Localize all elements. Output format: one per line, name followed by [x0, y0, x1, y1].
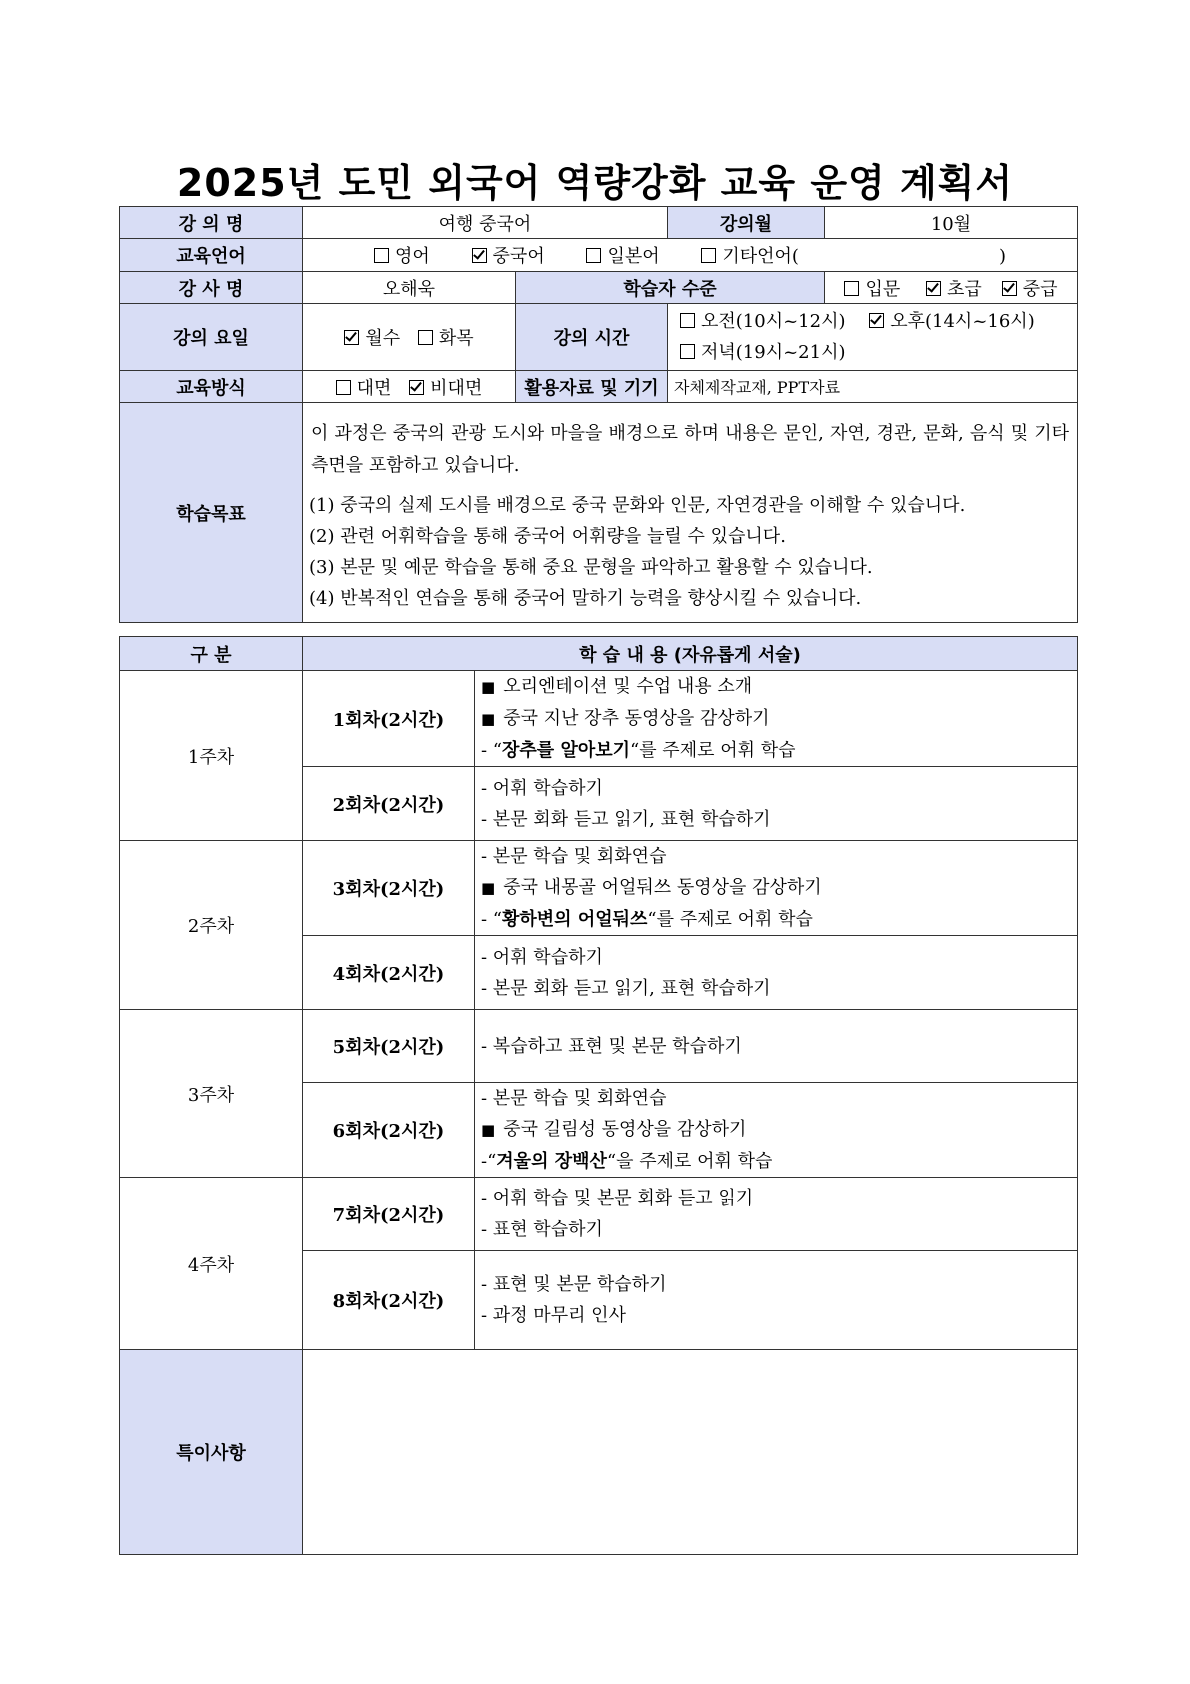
goal-label: 학습목표 — [120, 403, 303, 623]
instructor-value: 오해욱 — [303, 272, 516, 304]
list-item: - 본문 학습 및 회화연습 — [481, 1088, 667, 1109]
lecture-name-value: 여행 중국어 — [303, 207, 668, 239]
session-label: 5회차(2시간) — [303, 1010, 475, 1083]
materials-label: 활용자료 및 기기 — [516, 371, 668, 403]
goal-item: (1) 중국의 실제 도시를 배경으로 중국 문화와 인문, 자연경관을 이해할 수 있습니다. — [309, 494, 966, 516]
content-header: 학 습 내 용 (자유롭게 서술) — [303, 637, 1078, 671]
materials-value: 자체제작교재, PPT자료 — [668, 371, 1078, 403]
list-item: - “황하변의 어얼둬쓰“를 주제로 어휘 학습 — [481, 909, 813, 930]
session-label: 6회차(2시간) — [303, 1083, 475, 1178]
notes-content[interactable] — [303, 1350, 1078, 1555]
list-item: - 본문 학습 및 회화연습 — [481, 846, 667, 867]
division-header: 구 분 — [120, 637, 303, 671]
list-item: - 어휘 학습 및 본문 회화 듣고 읽기 — [481, 1188, 754, 1209]
goal-item: (2) 관련 어휘학습을 통해 중국어 어휘량을 늘릴 수 있습니다. — [309, 525, 786, 547]
session-content — [475, 1010, 1078, 1083]
lecture-name-label: 강 의 명 — [120, 207, 303, 239]
month-label: 강의월 — [668, 207, 825, 239]
month-value: 10월 — [825, 207, 1078, 239]
time-options — [668, 304, 1078, 371]
list-item: - 표현 학습하기 — [481, 1219, 603, 1240]
level-options — [825, 272, 1078, 304]
list-item: ■ 중국 지난 장추 동영상을 감상하기 — [481, 703, 1071, 735]
list-item: - 본문 회화 듣고 읽기, 표현 학습하기 — [481, 977, 771, 999]
lang-option-english[interactable]: 영어 — [374, 246, 430, 267]
goal-item: (3) 본문 및 예문 학습을 통해 중요 문형을 파악하고 활용할 수 있습니다. — [309, 556, 873, 578]
list-item: - 어휘 학습하기 — [481, 777, 603, 799]
session-content — [475, 1083, 1078, 1178]
method-option-online[interactable]: 비대면 — [409, 378, 482, 399]
week-label: 1주차 — [120, 671, 303, 841]
checkbox-checked-icon — [344, 330, 359, 345]
week-label: 2주차 — [120, 841, 303, 1010]
time-label: 강의 시간 — [516, 304, 668, 371]
language-label: 교육언어 — [120, 239, 303, 272]
page-title: 2025년 도민 외국어 역량강화 교육 운영 계획서 — [176, 161, 1014, 205]
time-option-morning[interactable]: 오전(10시~12시) — [680, 311, 846, 332]
checkbox-icon — [680, 344, 695, 359]
list-item: ■ 중국 길림성 동영상을 감상하기 — [481, 1114, 1071, 1146]
time-option-evening[interactable]: 저녁(19시~21시) — [680, 337, 1071, 368]
level-label: 학습자 수준 — [516, 272, 825, 304]
checkbox-icon — [336, 380, 351, 395]
session-label: 1회차(2시간) — [303, 671, 475, 767]
level-option-beginner[interactable]: 초급 — [926, 279, 982, 300]
week-label: 4주차 — [120, 1178, 303, 1350]
list-item: - 복습하고 표현 및 본문 학습하기 — [481, 1035, 742, 1057]
checkbox-icon — [418, 330, 433, 345]
session-content — [475, 841, 1078, 936]
session-label: 4회차(2시간) — [303, 936, 475, 1010]
level-option-intro[interactable]: 입문 — [844, 279, 900, 300]
checkbox-icon — [701, 248, 716, 263]
lang-option-japanese[interactable]: 일본어 — [586, 246, 659, 267]
checkbox-checked-icon — [869, 313, 884, 328]
instructor-label: 강 사 명 — [120, 272, 303, 304]
list-item: - 과정 마무리 인사 — [481, 1305, 626, 1326]
session-label: 3회차(2시간) — [303, 841, 475, 936]
language-options — [303, 239, 1078, 272]
method-option-offline[interactable]: 대면 — [336, 378, 392, 399]
list-item: - 어휘 학습하기 — [481, 946, 603, 968]
goal-content — [303, 403, 1078, 623]
session-label: 7회차(2시간) — [303, 1178, 475, 1251]
list-item: - 표현 및 본문 학습하기 — [481, 1274, 667, 1295]
schedule-table — [119, 636, 1078, 1555]
goal-item: (4) 반복적인 연습을 통해 중국어 말하기 능력을 향상시킬 수 있습니다. — [309, 587, 862, 609]
checkbox-checked-icon — [926, 281, 941, 296]
list-item: ■ 오리엔테이션 및 수업 내용 소개 — [481, 671, 1071, 703]
goal-intro: 이 과정은 중국의 관광 도시와 마을을 배경으로 하며 내용은 문인, 자연, 경관, 문화, 음식 및 기타 측면을 포함하고 있습니다. — [311, 422, 1069, 476]
checkbox-icon — [586, 248, 601, 263]
checkbox-checked-icon — [472, 248, 487, 263]
list-item: ■ 중국 내몽골 어얼둬쓰 동영상을 감상하기 — [481, 872, 1071, 904]
day-option-mon-wed[interactable]: 월수 — [344, 328, 400, 349]
list-item: - “장추를 알아보기“를 주제로 어휘 학습 — [481, 740, 796, 761]
level-option-intermediate[interactable]: 중급 — [1002, 279, 1058, 300]
session-label: 2회차(2시간) — [303, 767, 475, 841]
method-label: 교육방식 — [120, 371, 303, 403]
lang-option-other[interactable]: 기타언어( ) — [701, 246, 1006, 267]
checkbox-icon — [374, 248, 389, 263]
checkbox-icon — [680, 313, 695, 328]
lang-option-chinese[interactable]: 중국어 — [472, 246, 545, 267]
checkbox-checked-icon — [409, 380, 424, 395]
session-content — [475, 1178, 1078, 1251]
day-option-tue-thu[interactable]: 화목 — [418, 328, 474, 349]
days-label: 강의 요일 — [120, 304, 303, 371]
session-content — [475, 1251, 1078, 1350]
list-item: -“겨울의 장백산“을 주제로 어휘 학습 — [481, 1151, 773, 1172]
session-content — [475, 671, 1078, 767]
time-option-afternoon[interactable]: 오후(14시~16시) — [869, 311, 1035, 332]
notes-label: 특이사항 — [120, 1350, 303, 1555]
session-label: 8회차(2시간) — [303, 1251, 475, 1350]
days-options — [303, 304, 516, 371]
method-options — [303, 371, 516, 403]
session-content — [475, 936, 1078, 1010]
session-content — [475, 767, 1078, 841]
course-info-table — [119, 206, 1078, 623]
list-item: - 본문 회화 듣고 읽기, 표현 학습하기 — [481, 808, 771, 830]
checkbox-icon — [844, 281, 859, 296]
week-label: 3주차 — [120, 1010, 303, 1178]
checkbox-checked-icon — [1002, 281, 1017, 296]
